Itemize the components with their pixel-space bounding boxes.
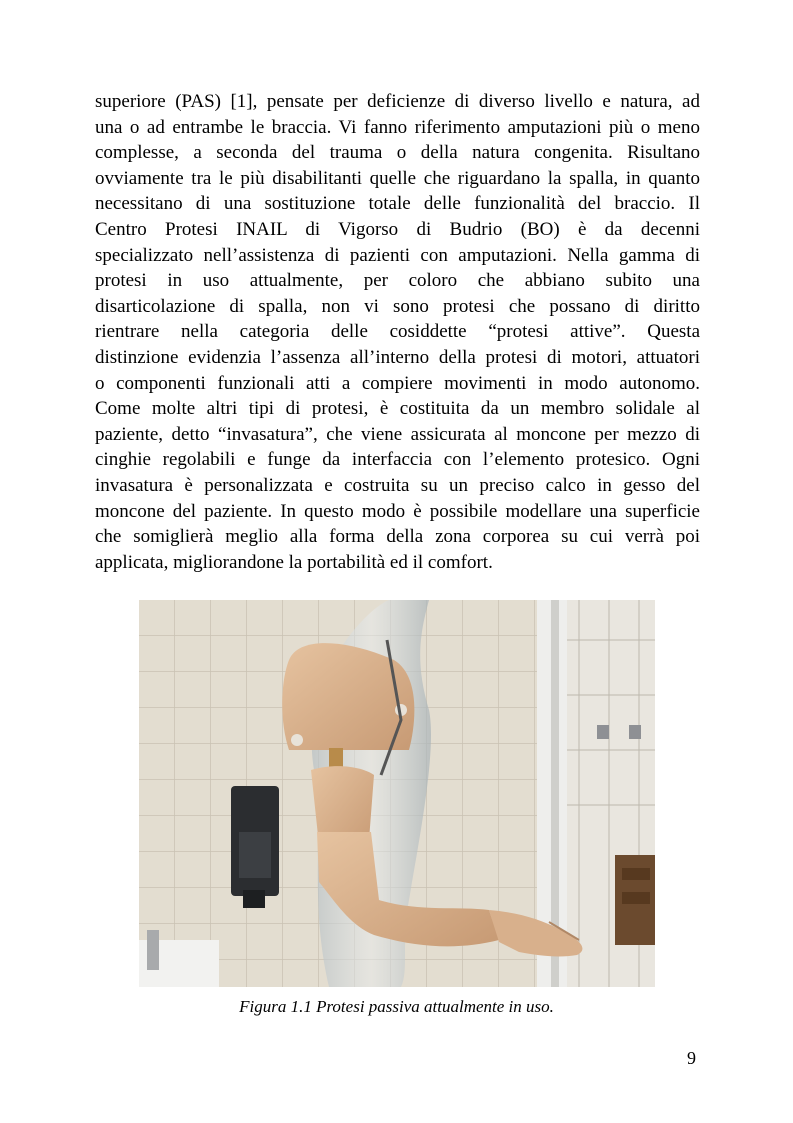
prosthesis-photo	[139, 600, 655, 987]
paragraph-line: Centro Protesi INAIL di Vigorso di Budrio (BO) è da decenni	[95, 218, 700, 240]
page-number: 9	[687, 1048, 696, 1068]
paragraph-line: invasatura è personalizzata e costruita su un preciso calco in gesso del	[95, 474, 700, 496]
paragraph-line: Come molte altri tipi di protesi, è costituita da un membro solidale al	[95, 398, 700, 420]
paragraph-line: o componenti funzionali atti a compiere movimenti in modo autonomo.	[95, 372, 700, 394]
paragraph-line: cinghie regolabili e funge da interfaccia con l’elemento protesico. Ogni	[95, 449, 700, 471]
body-paragraph	[95, 89, 700, 575]
paragraph-line: necessitano di una sostituzione totale delle funzionalità del braccio. Il	[95, 193, 700, 215]
paragraph-line: complesse, a seconda del trauma o della natura congenita. Risultano	[95, 142, 700, 164]
paragraph-line: protesi in uso attualmente, per coloro che abbiano subito una	[95, 270, 700, 292]
paragraph-line: paziente, detto “invasatura”, che viene assicurata al moncone per mezzo di	[95, 423, 700, 445]
paragraph-line: disarticolazione di spalla, non vi sono protesi che possano di diritto	[95, 295, 700, 317]
paragraph-line: applicata, migliorandone la portabilità ed il comfort.	[95, 551, 493, 573]
paragraph-line: rientrare nella categoria delle cosiddette “protesi attive”. Questa	[95, 321, 700, 343]
paragraph-line: distinzione evidenzia l’assenza all’interno della protesi di motori, attuatori	[95, 346, 700, 368]
paragraph-line: ovviamente tra le più disabilitanti quelle che riguardano la spalla, in quanto	[95, 167, 700, 189]
paragraph-line: una o ad entrambe le braccia. Vi fanno riferimento amputazioni più o meno	[95, 116, 700, 138]
paragraph-line: moncone del paziente. In questo modo è possibile modellare una superficie	[95, 500, 700, 522]
figure-caption: Figura 1.1 Protesi passiva attualmente in uso.	[239, 997, 554, 1016]
paragraph-line: specializzato nell’assistenza di pazienti con amputazioni. Nella gamma di	[95, 244, 700, 266]
paragraph-line: superiore (PAS) [1], pensate per deficienze di diverso livello e natura, ad	[95, 91, 700, 112]
paragraph-line: che somiglierà meglio alla forma della zona corporea su cui verrà poi	[95, 526, 700, 548]
